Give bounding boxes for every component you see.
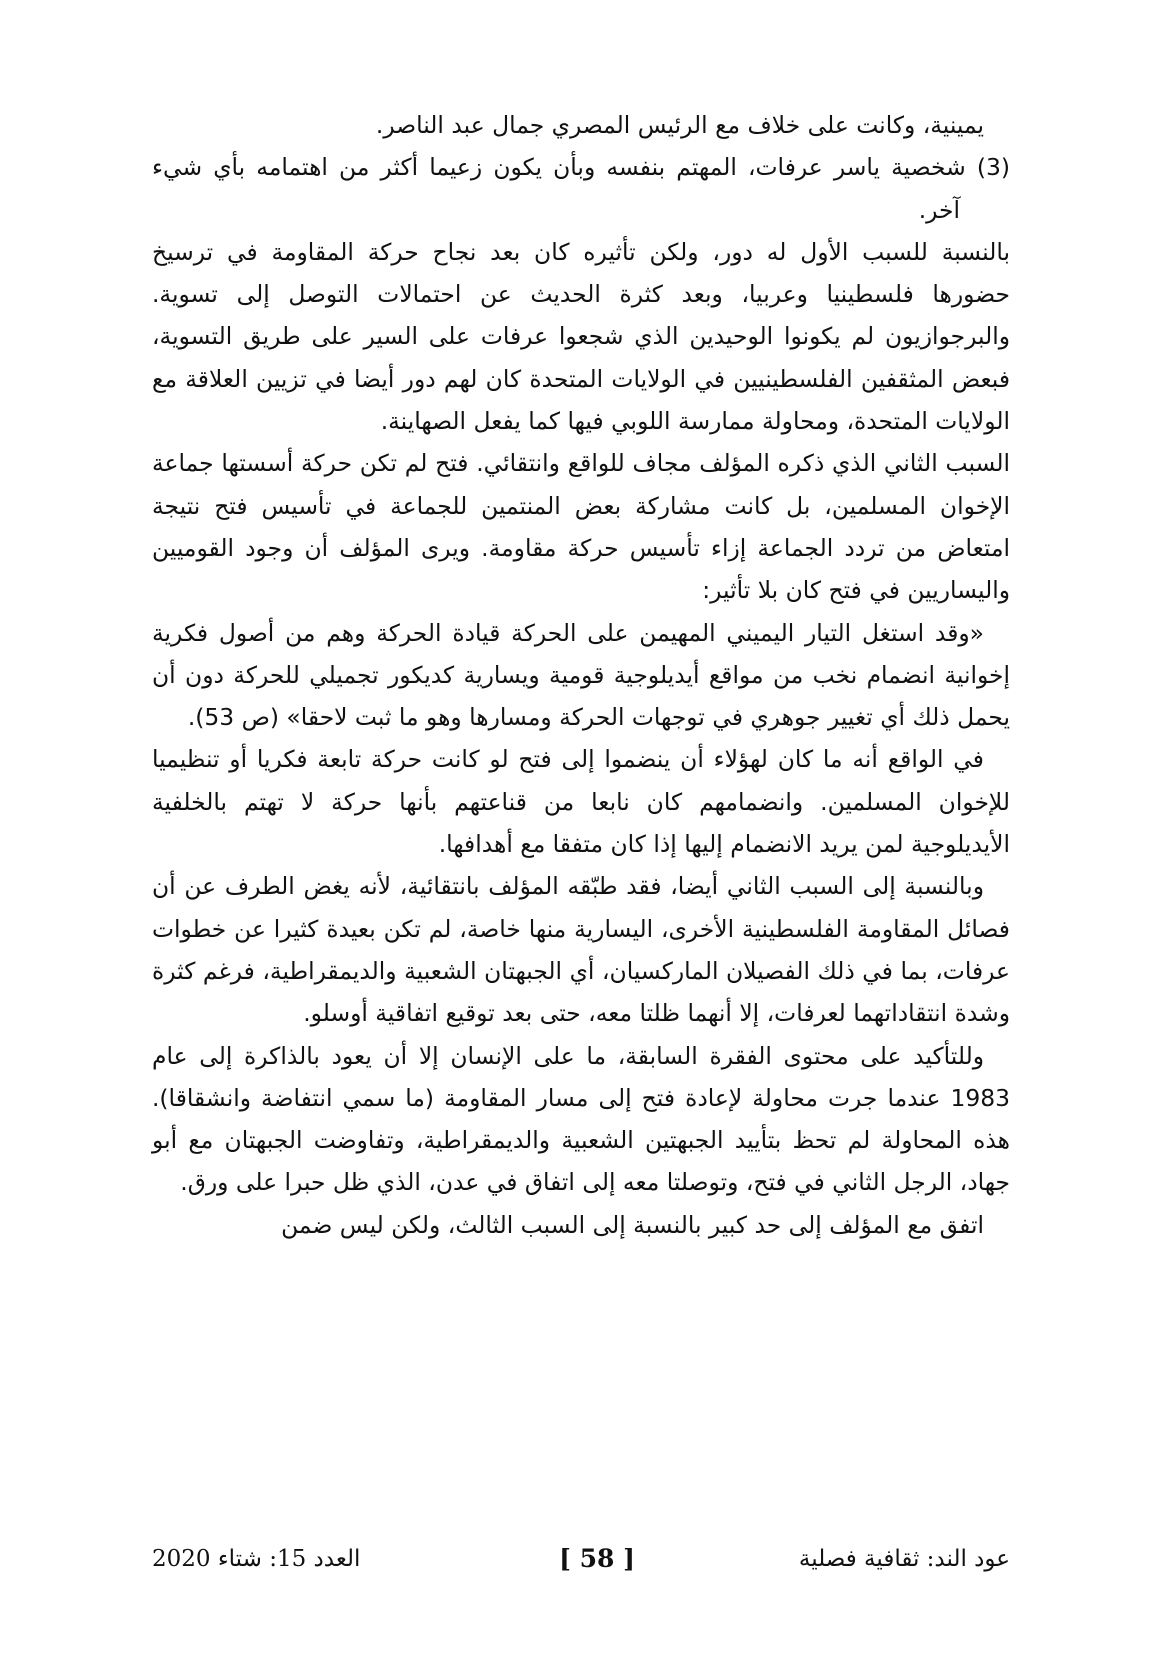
paragraph-6: في الواقع أنه ما كان لهؤلاء أن ينضموا إلى فتح لو كانت حركة تابعة فكريا أو تنظيميا للإخوان المسلمين. وانضمامهم كان نابعا من قناعتهم بأنها حركة لا تهتم بالخلفية الأيديلوجية لمن يريد الانضمام إليها إذا كان متفقا مع أهدافها. <box>152 745 1010 859</box>
paragraph-9: اتفق مع المؤلف إلى حد كبير بالنسبة إلى السبب الثالث، ولكن ليس ضمن <box>281 1210 984 1239</box>
page-number: [ 58 ] <box>559 1544 635 1573</box>
page-footer <box>152 1546 1010 1582</box>
paragraph-4: السبب الثاني الذي ذكره المؤلف مجاف للواقع وانتقائي. فتح لم تكن حركة أسستها جماعة الإخوان المسلمين، بل كانت مشاركة بعض المنتمين للجماعة في تأسيس فتح نتيجة امتعاض من تردد الجماعة إزاء تأسيس حركة مقاومة. ويرى المؤلف أن وجود القوميين واليساريين في فتح كان بلا تأثير: <box>152 449 1010 605</box>
paragraph-7: وبالنسبة إلى السبب الثاني أيضا، فقد طبّقه المؤلف بانتقائية، لأنه يغض الطرف عن أن فصائل المقاومة الفلسطينية الأخرى، اليسارية منها خاصة، لم تكن بعيدة كثيرا عن خطوات عرفات، بما في ذلك الفصيلان الماركسيان، أي الجبهتان الشعبية والديمقراطية، فرغم كثرة وشدة انتقاداتهما لعرفات، إلا أنهما ظلتا معه، حتى بعد توقيع اتفاقية أوسلو. <box>152 872 1010 1028</box>
paragraph-2: (3) شخصية ياسر عرفات، المهتم بنفسه وبأن يكون زعيما أكثر من اهتمامه بأي شيء آخر. <box>152 153 1010 224</box>
paragraph-8: وللتأكيد على محتوى الفقرة السابقة، ما على الإنسان إلا أن يعود بالذاكرة إلى عام 1983 عندما جرت محاولة لإعادة فتح إلى مسار المقاومة (ما سمي انتفاضة وانشقاقا). هذه المحاولة لم تحظ بتأييد الجبهتين الشعبية والديمقراطية، وتفاوضت الجبهتان مع أبو جهاد، الرجل الثاني في فتح، وتوصلتا معه إلى اتفاق في عدن، الذي ظل حبرا على ورق. <box>152 1041 1010 1197</box>
paragraph-3: بالنسبة للسبب الأول له دور، ولكن تأثيره كان بعد نجاح حركة المقاومة في ترسيخ حضورها فلسطينيا وعربيا، وبعد كثرة الحديث عن احتمالات التوصل إلى تسوية. والبرجوازيون لم يكونوا الوحيدين الذي شجعوا عرفات على السير على طريق التسوية، فبعض المثقفين الفلسطينيين في الولايات المتحدة كان لهم دور أيضا في تزيين العلاقة مع الولايات المتحدة، ومحاولة ممارسة اللوبي فيها كما يفعل الصهاينة. <box>152 237 1010 436</box>
journal-name: عود الند: ثقافية فصلية <box>798 1546 1010 1572</box>
quote-paragraph: «وقد استغل التيار اليميني المهيمن على الحركة قيادة الحركة وهم من أصول فكرية إخوانية انضمام نخب من مواقع أيديلوجية قومية ويسارية كديكور تجميلي للحركة دون أن يحمل ذلك أي تغيير جوهري في توجهات الحركة ومسارها وهو ما ثبت لاحقا» (ص 53). <box>152 618 1010 732</box>
paragraph-1: يمينية، وكانت على خلاف مع الرئيس المصري جمال عبد الناصر. <box>375 111 984 139</box>
issue-info: العدد 15: شتاء 2020 <box>152 1546 361 1572</box>
article-body <box>152 104 1010 1246</box>
